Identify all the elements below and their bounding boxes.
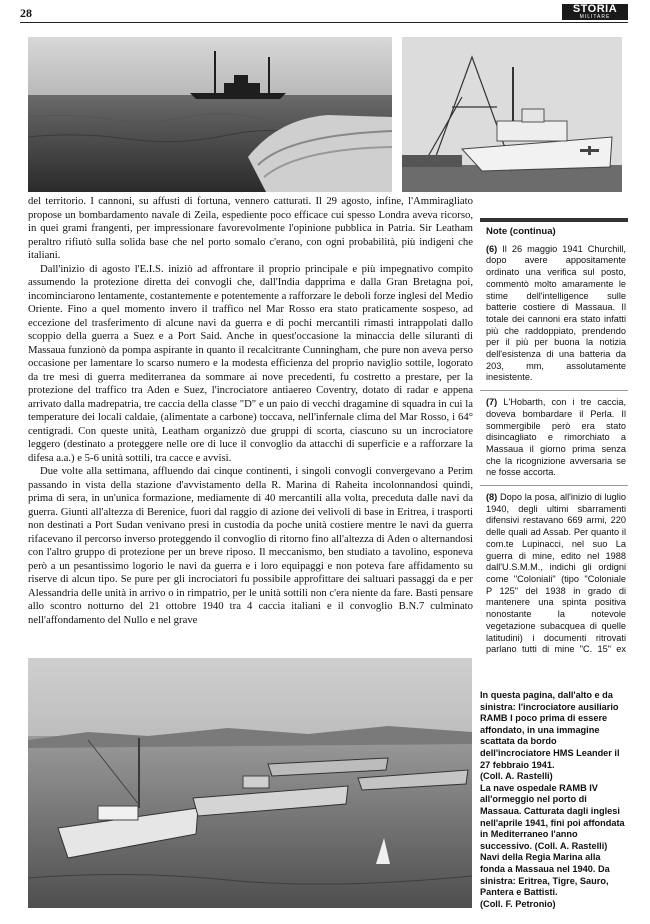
header-rule: [20, 22, 628, 23]
paragraph: Dall'inizio di agosto l'E.I.S. iniziò ad affrontare il proprio principale e più impegnativo compito assumendo la protezione diretta dei convogli che, dall'India dapprima e dalla Gran Bretagna poi, incominciarono lentamente, costantemente e potentemente a rafforzare le deboli forze inglesi del Medio Oriente. Fino a quel momento invero il traffico nel Mar Rosso era stato praticamente sospeso, ad eccezione del trasferimento di alcune navi da guerra e di pochi mercantili rimasti intrappolati dallo scoppio della guerra a Suez e a Port Said. Anche in quest'occasione la minaccia delle siluranti di Massaua funzionò da pompa aspirante in quanto il recalcitrante Cunningham, che pure non aveva perso occasione per lamentare lo scarso numero e la modesta efficienza del proprio naviglio sottile, logorato da tre mesi di guerra mediterranea da sommare ai nove precedenti, fu costretto a prestare, per la protezione del traffico tra Aden e Suez, l'incrociatore antiaereo Coventry, dotato di radar e appena arrivato dalla madrepatria, tre caccia della classe "D" e un paio di vecchi dragamine di squadra in cui la temperature dei locali caldaie, (alimentate a carbone) toccava, nell'infernale clima del Mar Rosso, i 64° centigradi. Con queste unità, Leatham organizzò due gruppi di scorta, ciascuno su un incrociatore leggero (destinato a proteggere nelle ore di luce il convoglio da attacchi di superficie e a rafforzare la difesa a.a.) e 5-6 unità sottili, tra cacce e avvisi.: [28, 262, 473, 464]
note-number: (7): [486, 397, 498, 408]
note-text: L'Hobarth, con i tre caccia, doveva bombardare il Perla. Il sommergibile però era stato disincagliato e rimorchiato a Massaua il giorno prima senza che la ricognizione avversaria se ne fosse accorta.: [486, 397, 627, 478]
note-number: (8): [486, 492, 498, 503]
note-divider: [480, 390, 628, 391]
photo-ramb-i: [28, 37, 392, 192]
note-text: Dopo la posa, all'inizio di luglio 1940, degli ultimi sbarramenti difensivi restavano 669 armi, 220 delle quali ad Assab. Per quanto il com.te Lupinacci, nel suo La guerra di mine, edito nel 1988 dall'U.S.M.M., indichi gli ordigni come "Coloniali" (tipo "Coloniale P 125" del 1938 in grado di mantenere una spinta positiva nonostante la notevole vegetazione subacquea di quelle latitudini) i documenti ritrovati parlano tutti di mine "C. 15" ex: [486, 492, 626, 654]
logo-title: STORIA: [572, 3, 618, 15]
caption-credit: (Coll. A. Rastelli): [480, 771, 553, 782]
main-article-text: [28, 195, 473, 627]
note-divider: [480, 485, 628, 486]
paragraph: Due volte alla settimana, affluendo dai cinque continenti, i singoli convogli convergevano a Perim passando in vista della stazione d'avvistamento della R. Marina di Raheita incolonnandosi quindi, prima di sera, in un'unica formazione, mediamente di 40 mercantili alla volta, preceduta dalle navi da guerra. Giunti all'altezza di Berenice, fuori dal raggio di azione dei velivoli di base in Eritrea, i trasporti non destinati a Port Sudan venivano presi in custodia da poche unità costiere mentre le navi da guerra rifacevano il percorso inverso proteggendo il convoglio di ritorno fino all'altezza di Aden o alternandosi con l'altro gruppo di protezione per un breve riposo. Il meccanismo, ben studiato a tavolino, esponeva però a un pesantissimo logorio le navi da guerra e i loro equipaggi e non poteva fare affidamento su riserve di alcun tipo. Se pure per gli incrociatori fu possibile approfittare dei saltuari passaggi da e per Alessandria delle unità in arrivo o in rimpatrio, per le unità sottili non c'era niente da fare. Basti pensare allo scontro notturno del 21 ottobre 1940 tra 4 caccia italiani e il convoglio B.N.7 culminato nell'affondamento del Nullo e nel grave: [28, 465, 473, 626]
caption-line: La nave ospedale RAMB IV all'ormeggio nel porto di Massaua. Catturata dagli inglesi nell'aprile 1941, fini poi affondata in Mediterraneo l'anno successivo. (Coll. A. Rastelli): [480, 782, 625, 851]
note-number: (6): [486, 243, 498, 254]
note-item: [480, 397, 628, 479]
note-item: [480, 244, 628, 384]
note-item: [480, 492, 628, 654]
caption-credit: (Coll. F. Petronio): [480, 898, 556, 909]
logo-subtitle: MILITARE: [579, 14, 611, 20]
photo-ramb-iv: [402, 37, 622, 192]
caption-line: Navi della Regia Marina alla fonda a Massaua nel 1940. Da sinistra: Eritrea, Tigre, Sauro, Pantera e Battisti.: [480, 852, 610, 898]
paragraph: del territorio. I cannoni, su affusti di fortuna, vennero catturati. Il 29 agosto, infine, l'Ammiragliato propose un bombardamento navale di Zeila, espediente poco efficace cui spesso Londra aveva ricorso, in quei grami frangenti, per impressionare favorevolmente l'opinione pubblica in Patria. Sir Leatham peraltro rifiutò sulla solida base che nel porto somalo c'erano, con ogni probabilità, più indigeni che italiani.: [28, 195, 473, 261]
caption-line: In questa pagina, dall'alto e da sinistra: l'incrociatore ausiliario RAMB I poco prima di essere affondato, in una immagine scattata da bordo dell'incrociatore HMS Leander il 27 febbraio 1941.: [480, 690, 620, 770]
note-text: Il 26 maggio 1941 Churchill, dopo avere appositamente ordinato una verifica sul posto, commentò molto amaramente le stime dell'intelligence sulle batterie costiere di Massaua. Il totale dei cannoni era stato infatti più che raddoppiato, prendendo per il più per buona la notizia dell'esistenza di una batteria da 203, mm, assolutamente inesistente.: [486, 243, 626, 383]
page-number: 28: [20, 6, 32, 20]
magazine-logo: [562, 4, 628, 20]
photo-navi-massaua: [28, 658, 472, 908]
notes-sidebar: [480, 218, 628, 654]
photo-caption: [480, 690, 626, 910]
notes-title: Note (continua): [486, 226, 556, 237]
